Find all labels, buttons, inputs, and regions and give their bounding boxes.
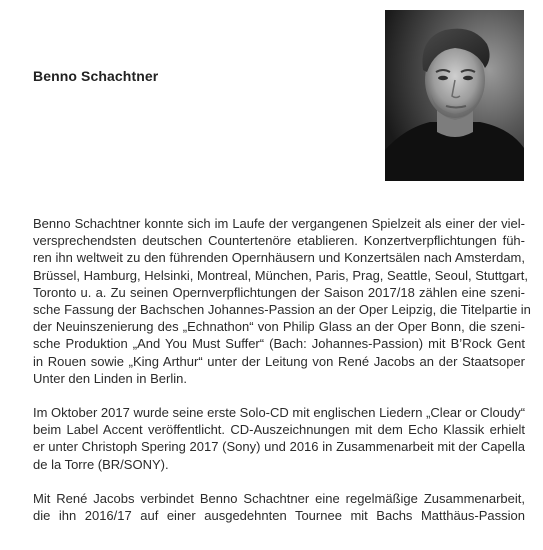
text-line: die ihn 2016/17 auf einer ausgedehnten Tournee mit Bachs Matthäus-Passion xyxy=(33,508,525,524)
text-line: in Rouen sowie „King Arthur“ unter der Leitung von René Jacobs an der Staatsoper xyxy=(33,353,525,369)
text-line: sche Produktion „And You Must Suffer“ (Bach: Johannes-Passion) mit B’Rock Gent xyxy=(33,336,525,352)
text-line: Im Oktober 2017 wurde seine erste Solo-CD mit englischen Liedern „Clear or Cloudy“ xyxy=(33,405,526,421)
biography-paragraph-1 xyxy=(33,215,531,387)
text-line: Mit René Jacobs verbindet Benno Schachtner eine regelmäßige Zusammenarbeit, xyxy=(33,490,525,506)
text-line: Brüssel, Hamburg, Helsinki, Montreal, München, Paris, Prag, Seattle, Seoul, Stuttgart, xyxy=(33,267,528,283)
biography-paragraph-3 xyxy=(33,490,525,524)
portrait-photo xyxy=(385,10,524,181)
text-line: beim Label Accent veröffentlicht. CD-Auszeichnungen mit dem Echo Klassik erhielt xyxy=(33,422,525,438)
text-line: de la Torre (BR/SONY). xyxy=(33,456,169,472)
text-line: Benno Schachtner konnte sich im Laufe der vergangenen Spielzeit als einer der viel- xyxy=(33,216,525,231)
portrait-photo-icon xyxy=(385,10,524,181)
biography-paragraph-2 xyxy=(33,404,525,473)
page-title: Benno Schachtner xyxy=(33,68,159,84)
text-line: ren ihn weltweit zu den führenden Opernhäusern und Konzertsälen nach Amsterdam, xyxy=(33,250,525,266)
text-line: versprechendsten deutschen Countertenöre etablieren. Konzertverpflichtungen füh- xyxy=(33,233,525,249)
biography-text xyxy=(33,215,531,541)
text-line: er unter Christoph Spering 2017 (Sony) und 2016 in Zusammenarbeit mit der Capella xyxy=(33,439,525,455)
text-line: der Neuinszenierung des „Echnathon“ von Philip Glass an der Oper Bonn, die szeni- xyxy=(33,319,525,335)
text-line: sche Fassung der Bachschen Johannes-Passion an der Oper Leipzig, die Titelpartie in xyxy=(33,302,531,318)
text-line: Unter den Linden in Berlin. xyxy=(33,370,187,386)
text-line: Toronto u. a. Zu seinen Opernverpflichtungen der Saison 2017/18 zählen eine szeni- xyxy=(33,284,525,300)
